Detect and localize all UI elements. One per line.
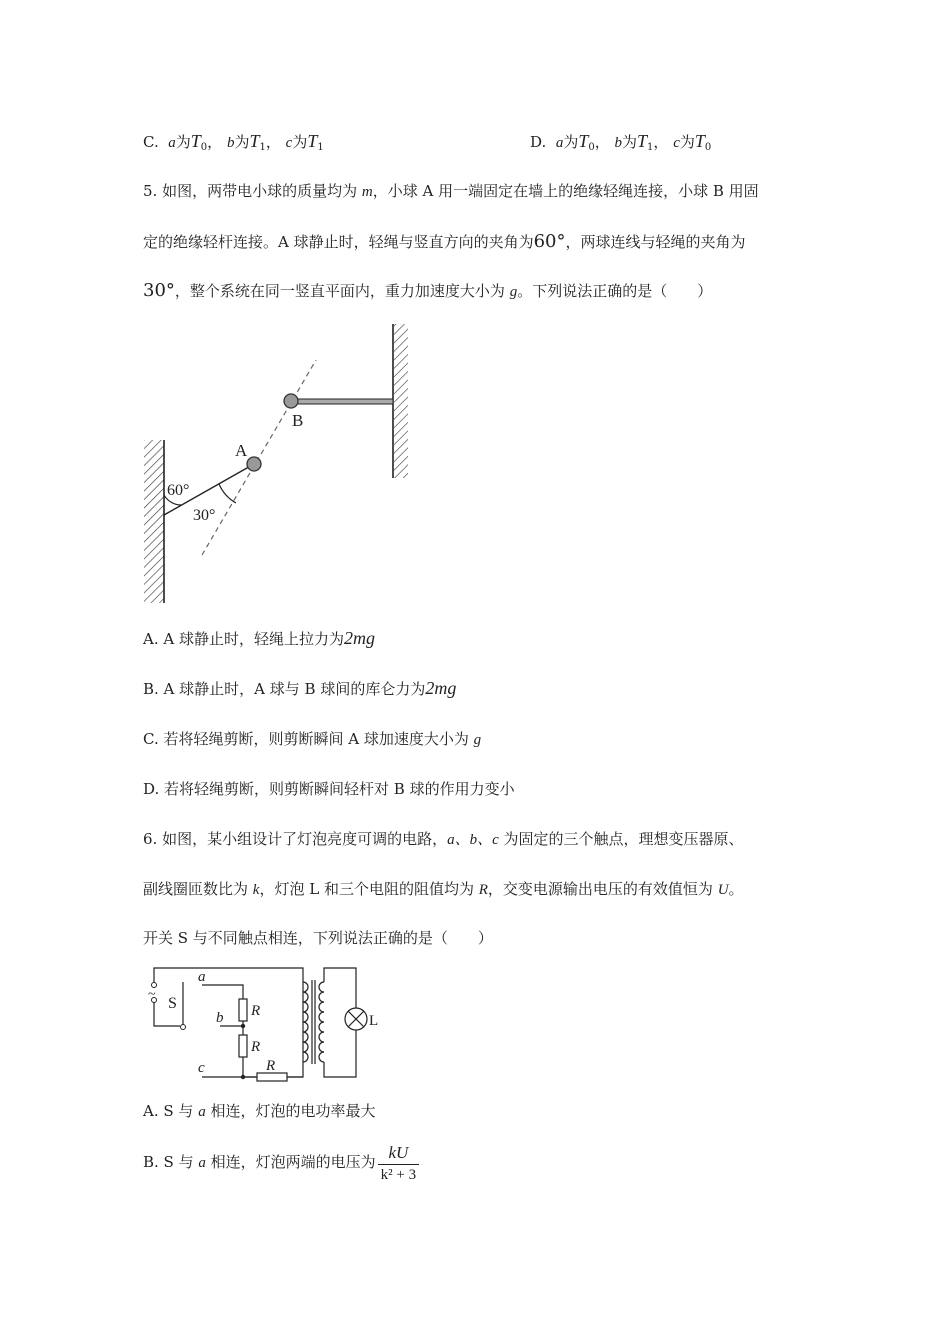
label-r1: R (251, 1003, 261, 1019)
subscript: 1 (259, 142, 266, 153)
text: A. A 球静止时，轻绳上拉力为 (143, 630, 344, 648)
text: 5. 如图，两带电小球的质量均为 (143, 182, 362, 200)
angle-value: 30° (143, 280, 175, 301)
text: 开关 S 与不同触点相连，下列说法正确的是（ ） (143, 929, 493, 947)
var-t: T (637, 131, 648, 151)
var-t: T (578, 131, 589, 151)
fraction-denominator: k² + 3 (380, 1166, 417, 1183)
q5-option-b (143, 678, 456, 699)
q5-option-a (143, 628, 375, 649)
text: 为固定的三个触点，理想变压器原、 (498, 830, 744, 848)
text: 为 (292, 133, 308, 151)
var-g: g (473, 732, 482, 748)
q6-line3 (143, 928, 493, 948)
text: ，灯泡 L 和三个电阻的阻值均为 (259, 880, 479, 898)
text: B. S 与 (143, 1153, 199, 1171)
q5-line2 (143, 232, 746, 252)
var-r: R (478, 882, 488, 898)
var-u: U (717, 882, 729, 898)
var-a: a (555, 135, 564, 151)
option-c: C. a为$T_0$， b为$T_1$， c为$T_1$ (143, 131, 324, 153)
dashed-connect-line (202, 360, 316, 555)
var-t: T (694, 131, 705, 151)
label-contact-c: c (198, 1060, 205, 1076)
text: 为 (563, 133, 579, 151)
source-wire (154, 968, 303, 1077)
q5-line1 (143, 181, 759, 202)
q5-option-d (143, 779, 515, 799)
fraction-numerator: kU (378, 1142, 419, 1165)
ball-b (284, 394, 298, 408)
label-30: 30° (193, 507, 216, 524)
text: 相连，灯泡两端的电压为 (205, 1153, 376, 1171)
right-wall-hatch (394, 324, 408, 478)
text: 。 (728, 880, 744, 898)
primary-coil (303, 982, 308, 1062)
var-c: c (285, 135, 293, 151)
var-b: b (226, 135, 235, 151)
label-60: 60° (167, 482, 190, 499)
q6-option-b (143, 1140, 419, 1185)
resistor-2 (239, 1035, 247, 1057)
node-c (241, 1075, 245, 1079)
wire-a (202, 985, 243, 999)
q6-option-a (143, 1101, 375, 1122)
var-t: T (249, 131, 260, 151)
text: 为 (622, 133, 638, 151)
label-b: B (292, 411, 304, 430)
option-label: C. (143, 133, 159, 151)
text: 副线圈匝数比为 (143, 880, 253, 898)
subscript: 0 (588, 142, 595, 153)
secondary-coil (319, 982, 324, 1062)
text: 。下列说法正确的是（ ） (517, 282, 713, 300)
q6-line1 (143, 829, 744, 850)
subscript: 0 (200, 142, 208, 153)
var-k: k (252, 882, 260, 898)
q5-option-c (143, 729, 481, 750)
text: C. 若将轻绳剪断，则剪断瞬间 A 球加速度大小为 (143, 730, 474, 748)
var-t: T (307, 131, 318, 151)
subscript: 0 (704, 142, 712, 153)
left-wall-hatch (144, 440, 164, 603)
text: ，交变电源输出电压的有效值恒为 (487, 880, 718, 898)
text: ，两球连线与轻绳的夹角为 (565, 233, 746, 251)
rod (291, 399, 393, 404)
subscript: 1 (647, 142, 654, 153)
q5-line3 (143, 281, 712, 302)
var-a: a (198, 1155, 206, 1171)
subscript: 1 (317, 142, 324, 153)
label-r3: R (266, 1058, 276, 1074)
q6-circuit-figure (140, 960, 380, 1085)
label-r2: R (251, 1039, 261, 1055)
angle-value: 60° (533, 231, 566, 252)
text: ，小球 A 用一端固定在墙上的绝缘轻绳连接，小球 B 用固 (372, 182, 759, 200)
text: B. A 球静止时，A 球与 B 球间的库仑力为 (143, 680, 426, 698)
label-a: A (235, 441, 248, 460)
text: ，整个系统在同一竖直平面内，重力加速度大小为 (174, 282, 510, 300)
text: 为 (175, 133, 191, 151)
var-a: a (168, 135, 176, 151)
ball-a (247, 457, 261, 471)
text: D. 若将轻绳剪断，则剪断瞬间轻杆对 B 球的作用力变小 (143, 780, 515, 798)
var-t: T (190, 131, 201, 151)
q5-figure (130, 318, 430, 613)
switch-pivot (181, 1025, 186, 1030)
ac-source-symbol: ~ (148, 987, 156, 1002)
var-c: c (673, 135, 680, 151)
text: 相连，灯泡的电功率最大 (205, 1102, 376, 1120)
var-abc: a、b、c (447, 832, 499, 848)
text: 为 (234, 133, 250, 151)
var-b: b (614, 135, 622, 151)
text: 6. 如图，某小组设计了灯泡亮度可调的电路， (143, 830, 448, 848)
var-a: a (198, 1104, 206, 1120)
label-contact-b: b (216, 1010, 224, 1026)
resistor-1 (239, 999, 247, 1021)
var-m: m (361, 184, 373, 200)
secondary-wire (324, 968, 356, 1008)
math-value: 2mg (343, 628, 375, 648)
resistor-3 (257, 1073, 287, 1081)
var-g: g (509, 284, 518, 300)
text: 为 (679, 133, 695, 151)
label-s: S (168, 995, 177, 1012)
q6-line2 (143, 879, 744, 900)
secondary-wire-bottom (324, 1030, 356, 1077)
text: A. S 与 (143, 1102, 199, 1120)
node-b (241, 1024, 245, 1028)
text: 定的绝缘轻杆连接。A 球静止时，轻绳与竖直方向的夹角为 (143, 233, 534, 251)
label-contact-a: a (198, 969, 206, 985)
fraction (378, 1142, 419, 1185)
option-d: D. a为$T_0$， b为$T_1$， c为$T_0$ (530, 131, 712, 153)
math-value: 2mg (425, 678, 457, 698)
option-label: D. (530, 133, 547, 151)
label-lamp: L (369, 1013, 379, 1029)
